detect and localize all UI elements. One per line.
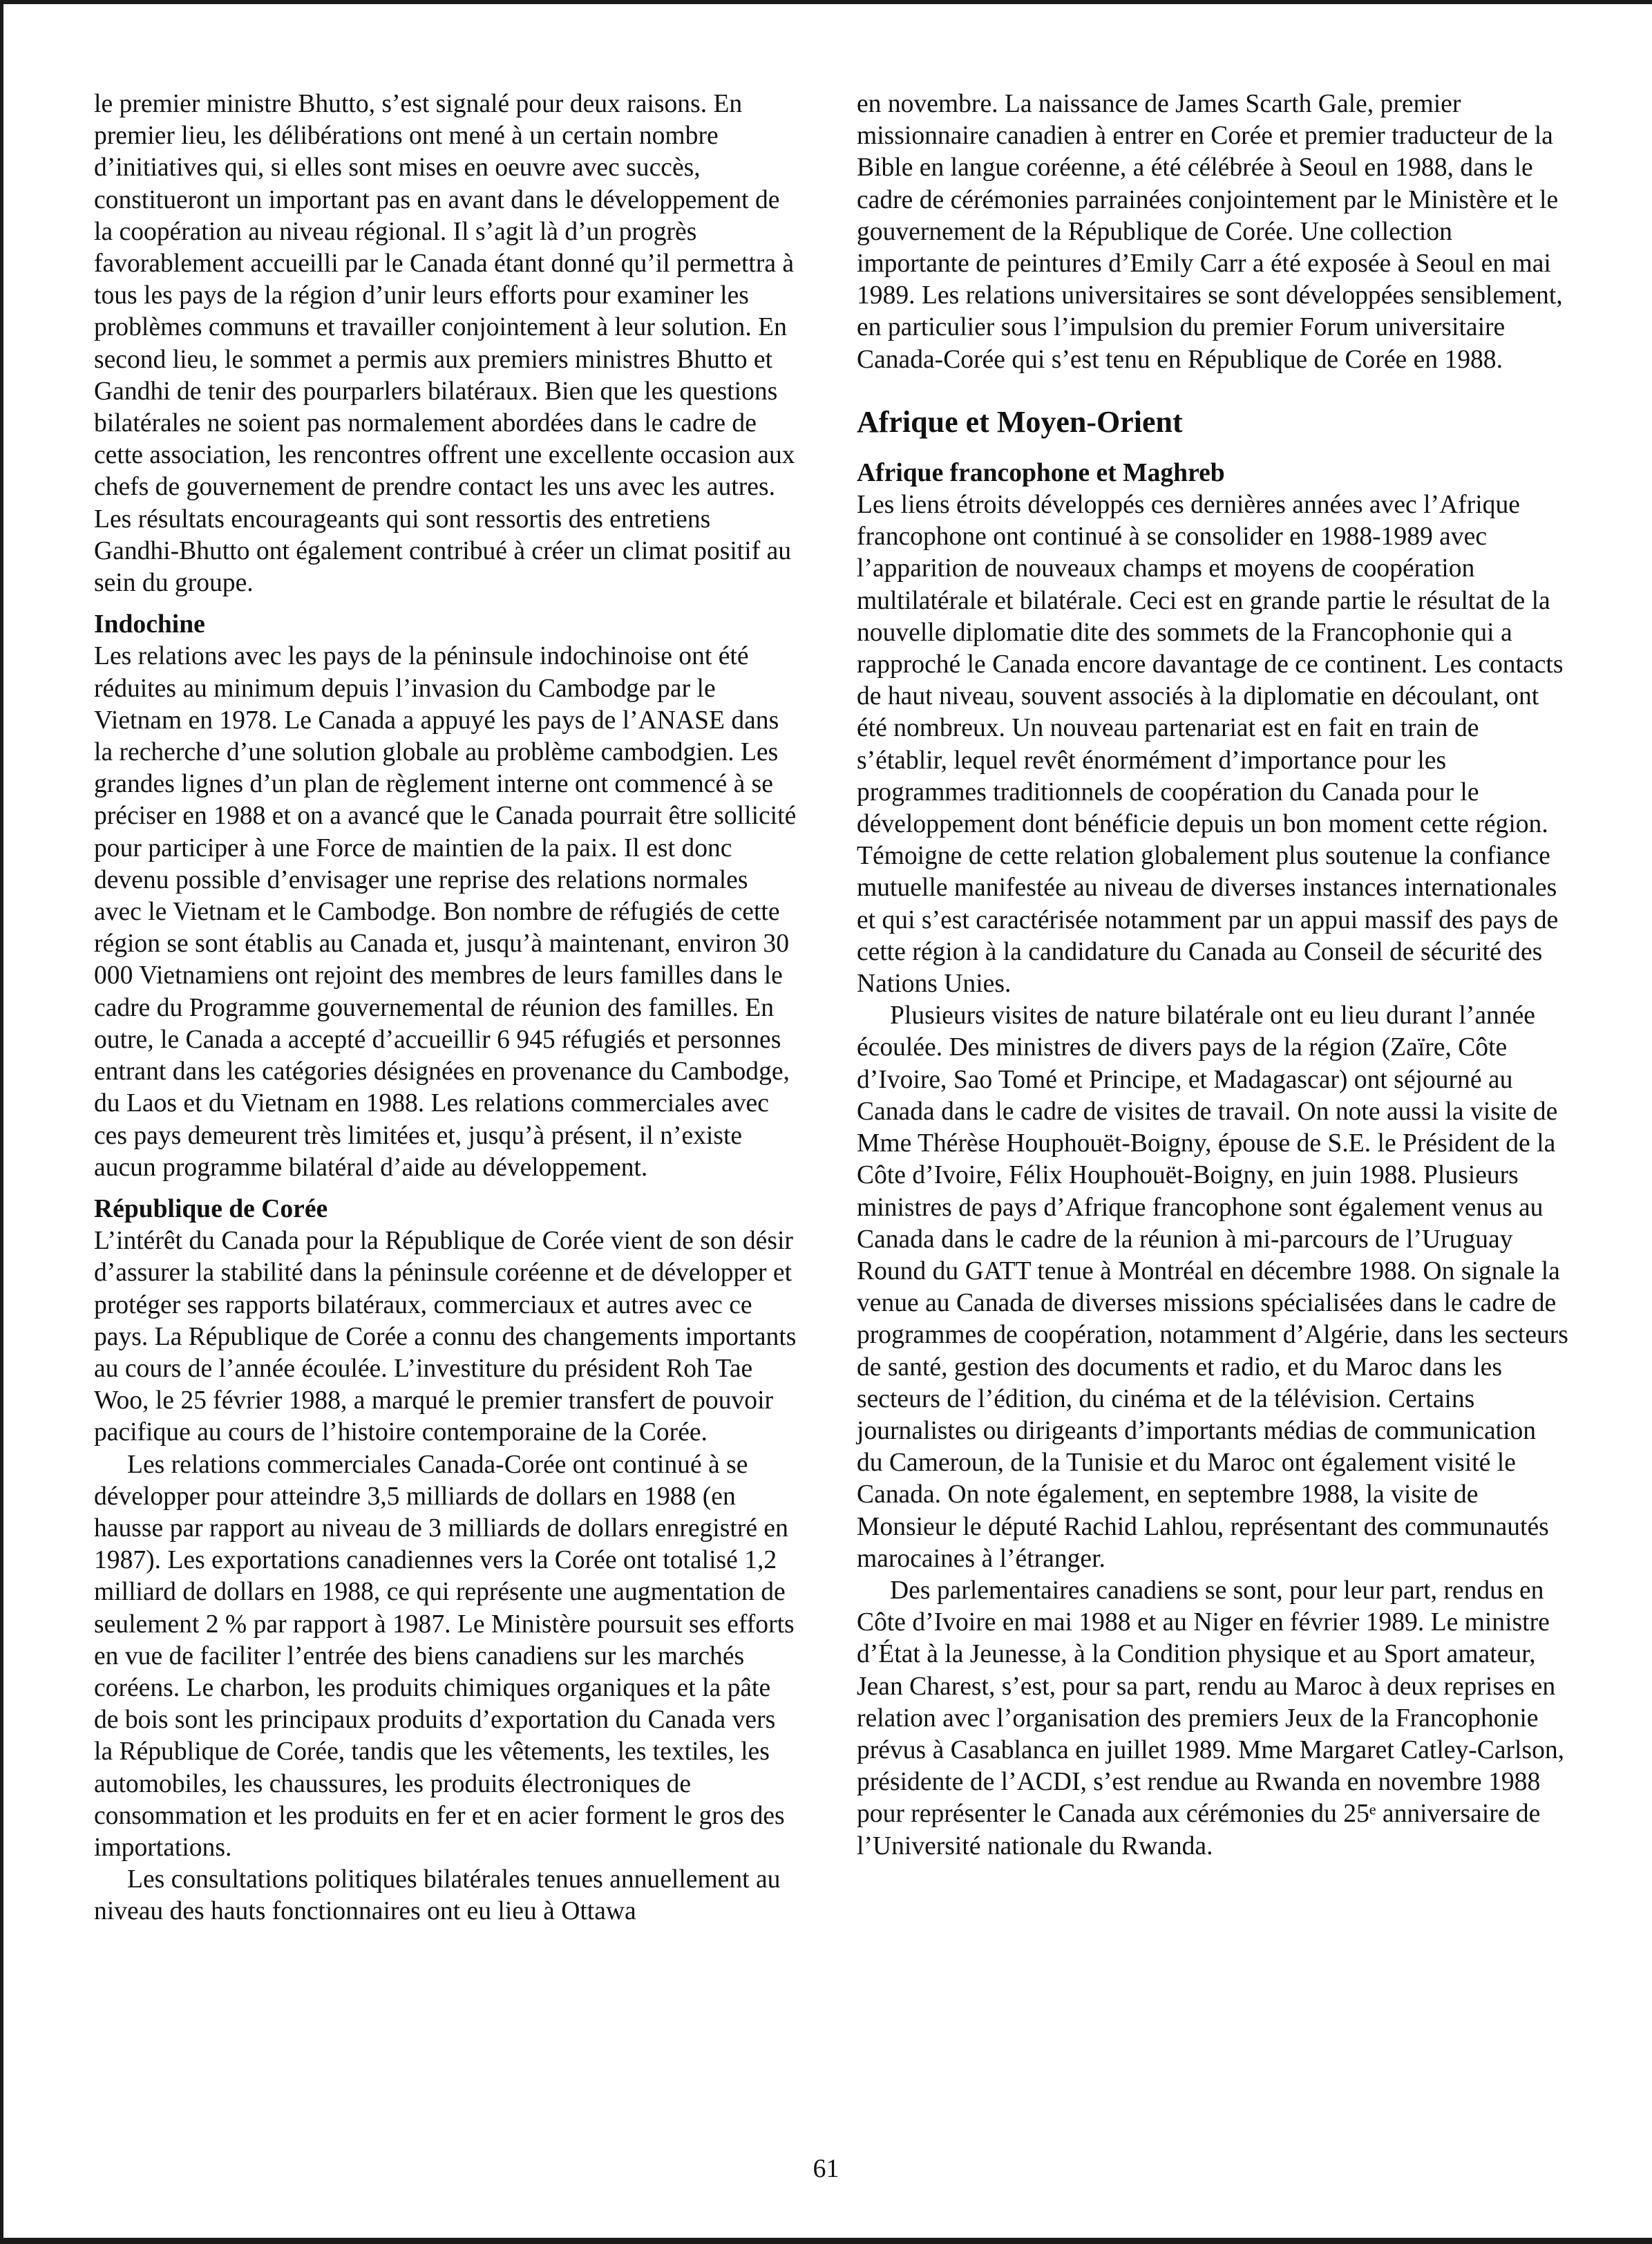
- paragraph-coree-intro: L’intérêt du Canada pour la République de Corée vient de son désir d’assurer la stabilité dans la péninsule coréenne et de développer et protéger ses rapports bilatéraux, commerciaux et autres avec ce pays. La République de Corée a connu des changements importants au cours de l’année écoulée. L’investiture du président Roh Tae Woo, le 25 février 1988, a marqué le premier transfert de pouvoir pacifique au cours de l’histoire contemporaine de la Corée.: [94, 1227, 797, 1447]
- paragraph-francophonie-relations: Les liens étroits développés ces dernières années avec l’Afrique francophone ont continué à se consolider en 1988-1989 avec l’apparition de nouveaux champs et moyens de coopération multilatérale et bilatérale. Ceci est en grande partie le résultat de la nouvelle diplomatie dite des sommets de la Francophonie qui a rapproché le Canada encore davantage de ce continent. Les contacts de haut niveau, souvent associés à la diplomatie en découlant, ont été nombreux. Un nouveau partenariat est en fait en train de s’établir, lequel revêt énormément d’importance pour les programmes traditionnels de coopération du Canada pour le développement dont bénéficie depuis un bon moment cette région. Témoigne de cette relation globalement plus soutenue la confiance mutuelle manifestée au niveau de diverses instances internationales et qui s’est caractérisée notamment par un appui massif des pays de cette région à la candidature du Canada au Conseil de sécurité des Nations Unies.: [857, 491, 1564, 999]
- heading-afrique-moyen-orient: Afrique et Moyen-Orient: [857, 404, 1183, 439]
- page-number: 61: [813, 2154, 839, 2183]
- paragraph-parlementaires: Des parlementaires canadiens se sont, pour leur part, rendus en Côte d’Ivoire en mai 1988 et au Niger en février 1989. Le ministre d’État à la Jeunesse, à la Condition physique et au Sport amateur, Jean Charest, s’est, pour sa part, rendu au Maroc à deux reprises en relation avec l’organisation des premiers Jeux de la Francophonie prévus à Casablanca en juillet 1989. Mme Margaret Catley-Carlson, présidente de l’ACDI, s’est rendue au Rwanda en novembre 1988 pour représenter le Canada aux cérémonies du 25ᵉ anniversaire de l’Université nationale du Rwanda.: [857, 1576, 1565, 1860]
- paragraph-coree-culture: en novembre. La naissance de James Scarth Gale, premier missionnaire canadien à entrer en Corée et premier traducteur de la Bible en langue coréenne, a été célébrée à Seoul en 1988, dans le cadre de cérémonies parrainées conjointement par le Ministère et le gouvernement de la République de Corée. Une collection importante de peintures d’Emily Carr a été exposée à Seoul en mai 1989. Les relations universitaires se sont développées sensiblement, en particulier sous l’impulsion du premier Forum universitaire Canada-Corée qui s’est tenu en République de Corée en 1988.: [857, 90, 1563, 374]
- right-column: [857, 88, 1568, 1863]
- heading-indochine: Indochine: [94, 610, 205, 639]
- paragraph-visites-bilaterales: Plusieurs visites de nature bilatérale ont eu lieu durant l’année écoulée. Des ministres de divers pays de la région (Zaïre, Côte d’Ivoire, Sao Tomé et Principe, et Madagascar) ont séjourné au Canada dans le cadre de visites de travail. On note aussi la visite de Mme Thérèse Houphouët-Boigny, épouse de S.E. le Président de la Côte d’Ivoire, Félix Houphouët-Boigny, en juin 1988. Plusieurs ministres de pays d’Afrique francophone sont également venus au Canada dans le cadre de la réunion à mi-parcours de l’Uruguay Round du GATT tenue à Montréal en décembre 1988. On signale la venue au Canada de diverses missions spécialisées dans le cadre de programmes de coopération, notamment d’Algérie, dans les secteurs de santé, gestion des documents et radio, et du Maroc dans les secteurs de l’édition, du cinéma et de la télévision. Certains journalistes ou dirigeants d’importants médias de communication du Cameroun, de la Tunisie et du Maroc ont également visité le Canada. On note également, en septembre 1988, la visite de Monsieur le député Rachid Lahlou, représentant des communautés marocaines à l’étranger.: [857, 1001, 1568, 1573]
- left-column: [94, 88, 799, 1928]
- heading-afrique-francophone: Afrique francophone et Maghreb: [857, 458, 1225, 487]
- paragraph-saarc-summit: le premier ministre Bhutto, s’est signalé pour deux raisons. En premier lieu, les délibérations ont mené à un certain nombre d’initiatives qui, si elles sont mises en oeuvre avec succès, constitueront un important pas en avant dans le développement de la coopération au niveau régional. Il s’agit là d’un progrès favorablement accueilli par le Canada étant donné qu’il permettra à tous les pays de la région d’unir leurs efforts pour examiner les problèmes communs et travailler conjointement à leur solution. En second lieu, le sommet a permis aux premiers ministres Bhutto et Gandhi de tenir des pourparlers bilatéraux. Bien que les questions bilatérales ne soient pas normalement abordées dans le cadre de cette association, les rencontres offrent une excellente occasion aux chefs de gouvernement de prendre contact les uns avec les autres. Les résultats encourageants qui sont ressortis des entretiens Gandhi-Bhutto ont également contribué à créer un climat positif au sein du groupe.: [94, 90, 795, 598]
- scan-border-top: [0, 0, 1652, 4]
- paragraph-coree-consultations: Les consultations politiques bilatérales tenues annuellement au niveau des hauts fonctionnaires ont eu lieu à Ottawa: [94, 1865, 781, 1926]
- scan-border-bottom: [0, 2238, 1652, 2244]
- scan-border-left: [0, 0, 3, 2244]
- heading-republique-coree: République de Corée: [94, 1194, 328, 1223]
- paragraph-indochine: Les relations avec les pays de la péninsule indochinoise ont été réduites au minimum depuis l’invasion du Cambodge par le Vietnam en 1978. Le Canada a appuyé les pays de l’ANASE dans la recherche d’une solution globale au problème cambodgien. Les grandes lignes d’un plan de règlement interne ont commencé à se préciser en 1988 et on a avancé que le Canada pourrait être sollicité pour participer à une Force de maintien de la paix. Il est donc devenu possible d’envisager une reprise des relations normales avec le Vietnam et le Cambodge. Bon nombre de réfugiés de cette région se sont établis au Canada et, jusqu’à maintenant, environ 30 000 Vietnamiens ont rejoint des membres de leurs familles dans le cadre du Programme gouvernemental de réunion des familles. En outre, le Canada a accepté d’accueillir 6 945 réfugiés et personnes entrant dans les catégories désignées en provenance du Cambodge, du Laos et du Vietnam en 1988. Les relations commerciales avec ces pays demeurent très limitées et, jusqu’à présent, il n’existe aucun programme bilatéral d’aide au développement.: [94, 642, 797, 1182]
- paragraph-coree-commerce: Les relations commerciales Canada-Corée ont continué à se développer pour atteindre 3,5 milliards de dollars en 1988 (en hausse par rapport au niveau de 3 milliards de dollars enregistré en 1987). Les exportations canadiennes vers la Corée ont totalisé 1,2 milliard de dollars en 1988, ce qui représente une augmentation de seulement 2 % par rapport à 1987. Le Ministère poursuit ses efforts en vue de faciliter l’entrée des biens canadiens sur les marchés coréens. Le charbon, les produits chimiques organiques et la pâte de bois sont les principaux produits d’exportation du Canada vers la République de Corée, tandis que les vêtements, les textiles, les automobiles, les chaussures, les produits électroniques de consommation et les produits en fer et en acier forment le gros des importations.: [94, 1450, 795, 1862]
